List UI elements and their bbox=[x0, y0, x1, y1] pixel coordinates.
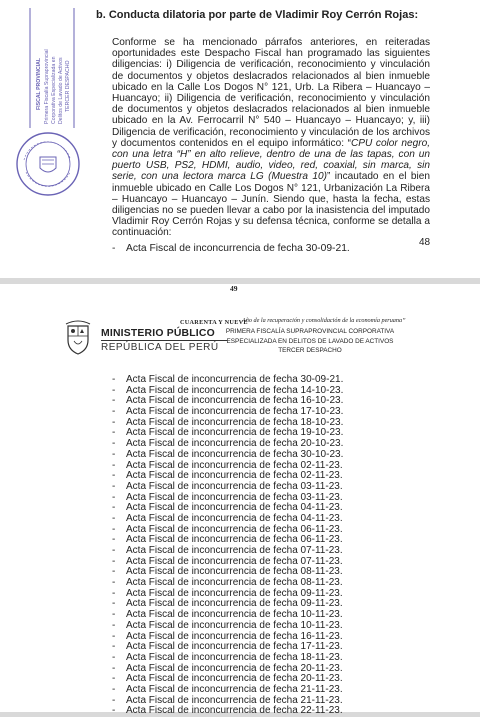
act-text: Acta Fiscal de inconcurrencia de fecha 30-10-23. bbox=[126, 448, 344, 460]
act-text: Acta Fiscal de inconcurrencia de fecha 10-11-23. bbox=[126, 609, 343, 621]
act-text: Acta Fiscal de inconcurrencia de fecha 02-11-23. bbox=[126, 459, 343, 471]
svg-text:TERCER DESPACHO: TERCER DESPACHO bbox=[65, 60, 71, 112]
act-text: Acta Fiscal de inconcurrencia de fecha 06-11-23. bbox=[126, 523, 343, 535]
act-text: Acta Fiscal de inconcurrencia de fecha 20-11-23. bbox=[126, 662, 343, 674]
list-bullet: - bbox=[112, 694, 116, 706]
list-bullet: - bbox=[112, 545, 116, 556]
list-bullet: - bbox=[112, 619, 116, 631]
list-bullet: - bbox=[112, 374, 116, 385]
act-text: Acta Fiscal de inconcurrencia de fecha 02-11-23. bbox=[126, 470, 343, 482]
list-bullet: - bbox=[112, 406, 116, 418]
list-bullet: - bbox=[112, 512, 116, 524]
list-bullet: - bbox=[112, 427, 116, 439]
list-bullet: - bbox=[112, 448, 116, 460]
act-text: Acta Fiscal de inconcurrencia de fecha 19-10-23. bbox=[126, 427, 344, 439]
act-text: Acta Fiscal de inconcurrencia de fecha 30-09-21. bbox=[126, 374, 344, 385]
act-text: Acta Fiscal de inconcurrencia de fecha 04-11-23. bbox=[126, 502, 343, 514]
list-bullet: - bbox=[112, 523, 116, 535]
page-number: 49 bbox=[230, 284, 238, 293]
act-text: Acta Fiscal de inconcurrencia de fecha 16-10-23. bbox=[126, 395, 344, 407]
list-bullet: - bbox=[112, 395, 116, 407]
act-text: Acta Fiscal de inconcurrencia de fecha 06-11-23. bbox=[126, 534, 343, 546]
act-text: Acta Fiscal de inconcurrencia de fecha 21-11-23. bbox=[126, 694, 343, 706]
list-bullet: - bbox=[112, 438, 116, 450]
list-bullet: - bbox=[112, 491, 116, 503]
act-text: Acta Fiscal de inconcurrencia de fecha 03-11-23. bbox=[126, 491, 343, 503]
list-bullet: - bbox=[112, 577, 116, 589]
office-line: ESPECIALIZADA EN DELITOS DE LAVADO DE ACTIVOS bbox=[226, 337, 394, 345]
paragraph-text-end: ” incautado en el bien inmueble ubicado en Calle Los Dogos N° 121, Urbanización La Ribera – Huancayo – Huancayo – Junín. Siendo que, hasta la fecha, estas diligencias no se pueden llevar a cabo por la inasistencia del imputado Vladimir Roy Cerrón Rojas y su defensa técnica, conforme se detalla a continuación: bbox=[112, 171, 430, 239]
act-text: Acta Fiscal de inconcurrencia de fecha 14-10-23. bbox=[126, 384, 344, 396]
act-text: Acta Fiscal de inconcurrencia de fecha 04-11-23. bbox=[126, 512, 343, 524]
list-bullet: - bbox=[112, 566, 116, 578]
list-bullet: - bbox=[112, 502, 116, 514]
office-line: TERCER DESPACHO bbox=[278, 347, 342, 354]
act-text: Acta Fiscal de inconcurrencia de fecha 18-10-23. bbox=[126, 416, 344, 428]
list-bullet: - bbox=[112, 683, 116, 695]
act-text: Acta Fiscal de inconcurrencia de fecha 10-11-23. bbox=[126, 619, 343, 631]
list-bullet: - bbox=[112, 609, 116, 621]
svg-text:Primera Fiscalía Supraprovinci: Primera Fiscalía Supraprovincial bbox=[44, 49, 50, 124]
page-number: 48 bbox=[419, 237, 431, 248]
list-bullet: - bbox=[112, 416, 116, 428]
list-bullet: - bbox=[112, 243, 116, 254]
document-page-49 bbox=[0, 284, 480, 717]
act-text: Acta Fiscal de inconcurrencia de fecha 07-11-23. bbox=[126, 545, 343, 556]
act-text: Acta Fiscal de inconcurrencia de fecha 03-11-23. bbox=[126, 480, 343, 492]
page-number-words: CUARENTA Y NUEVE bbox=[180, 319, 248, 326]
act-text: Acta Fiscal de inconcurrencia de fecha 20-11-23. bbox=[126, 673, 343, 685]
paragraph-italic-description: CPU color negro, con una letra “H” en alto relieve, dentro de una de las tapas, con un puerto USB, PS2, HDMI, audio, video, red, coaxial, sin marca, sin serie, con una lectora marca LG (Muestra 10) bbox=[112, 137, 430, 183]
list-bullet: - bbox=[112, 651, 116, 663]
act-text: Acta Fiscal de inconcurrencia de fecha 09-11-23. bbox=[126, 598, 343, 610]
office-line: PRIMERA FISCALÍA SUPRAPROVINCIAL CORPORATIVA bbox=[225, 328, 395, 335]
round-seal-icon bbox=[14, 130, 82, 198]
year-title: Año de la recuperación y consolidación de la economía peruana” bbox=[242, 317, 406, 324]
paragraph-text-start: Conforme se ha mencionado párrafos anteriores, en reiteradas oportunidades este Despacho Fiscal han programado las siguientes diligencias: i) Diligencia de verificación, reconocimiento y vinculación de documentos y objetos deslacrados relacionados al bien inmueble ubicado en la Calle Los Dogos N° 121, Urb. La Ribera – Huancayo – Huancayo; ii) Diligencia de verificación, reconocimiento y vinculación de documentos y objetos deslacrados relacionados al bien inmueble ubicado en la Av. Ferrocarril N° 540 – Huancayo – Huancayo; y, iii) Diligencia de verificación, reconocimiento y vinculación de los archivos y documentos contenidos en el equipo informático: “ bbox=[112, 37, 430, 149]
acts-list bbox=[112, 375, 412, 717]
office-header bbox=[200, 327, 420, 356]
list-bullet: - bbox=[112, 662, 116, 674]
ministry-logo bbox=[101, 328, 227, 353]
logo-divider bbox=[101, 340, 227, 341]
list-item bbox=[112, 243, 350, 254]
act-text: Acta Fiscal de inconcurrencia de fecha 18-11-23. bbox=[126, 651, 343, 663]
svg-text:Delitos de Lavado de Activos: Delitos de Lavado de Activos bbox=[58, 57, 64, 124]
list-bullet: - bbox=[112, 470, 116, 482]
coat-of-arms-icon bbox=[64, 320, 92, 356]
act-text: Acta Fiscal de inconcurrencia de fecha 09-11-23. bbox=[126, 587, 343, 599]
act-text: Acta Fiscal de inconcurrencia de fecha 07-11-23. bbox=[126, 555, 343, 567]
list-bullet: - bbox=[112, 480, 116, 492]
ministry-name: MINISTERIO PÚBLICO bbox=[101, 328, 215, 339]
act-text: Acta Fiscal de inconcurrencia de fecha 08-11-23. bbox=[126, 577, 343, 589]
fiscal-stamp bbox=[22, 0, 82, 130]
act-text: Acta Fiscal de inconcurrencia de fecha 08-11-23. bbox=[126, 566, 343, 578]
list-bullet: - bbox=[112, 587, 116, 599]
list-bullet: - bbox=[112, 641, 116, 653]
list-bullet: - bbox=[112, 630, 116, 642]
document-page-48 bbox=[0, 0, 480, 278]
body-paragraph bbox=[112, 37, 430, 239]
list-bullet: - bbox=[112, 459, 116, 471]
list-bullet: - bbox=[112, 705, 116, 717]
list-bullet: - bbox=[112, 384, 116, 396]
list-bullet: - bbox=[112, 598, 116, 610]
ministry-country: REPÚBLICA DEL PERÚ bbox=[101, 342, 219, 353]
act-text: Acta Fiscal de inconcurrencia de fecha 21-11-23. bbox=[126, 683, 343, 695]
list-bullet: - bbox=[112, 673, 116, 685]
list-bullet: - bbox=[112, 555, 116, 567]
svg-text:Corporativa Especializada en: Corporativa Especializada en bbox=[51, 56, 57, 124]
act-text: Acta Fiscal de inconcurrencia de fecha 30-09-21. bbox=[126, 243, 350, 254]
act-text: Acta Fiscal de inconcurrencia de fecha 17-11-23. bbox=[126, 641, 343, 653]
list-bullet: - bbox=[112, 534, 116, 546]
act-text: Acta Fiscal de inconcurrencia de fecha 22-11-23. bbox=[126, 705, 343, 717]
act-text: Acta Fiscal de inconcurrencia de fecha 16-11-23. bbox=[126, 630, 343, 642]
act-text: Acta Fiscal de inconcurrencia de fecha 17-10-23. bbox=[126, 406, 344, 418]
section-heading: b. Conducta dilatoria por parte de Vladimir Roy Cerrón Rojas: bbox=[96, 9, 419, 21]
svg-text:FISCAL PROVINCIAL: FISCAL PROVINCIAL bbox=[36, 57, 42, 110]
act-text: Acta Fiscal de inconcurrencia de fecha 20-10-23. bbox=[126, 438, 344, 450]
